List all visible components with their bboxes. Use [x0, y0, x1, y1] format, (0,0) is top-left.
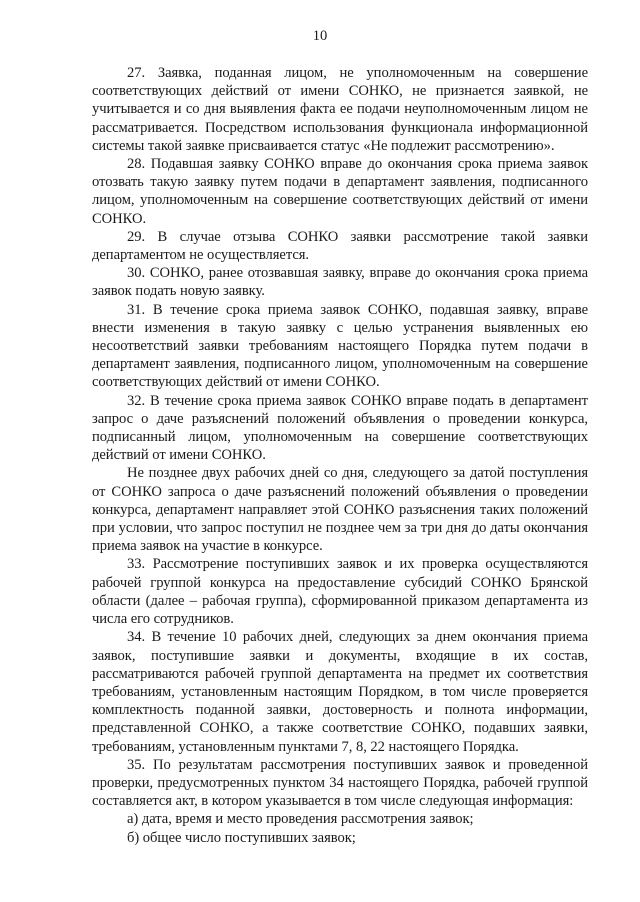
paragraph-34: 34. В течение 10 рабочих дней, следующих за днем окончания приема заявок, поступившие заявки и документы, входящие в их состав, рассматриваются рабочей группой департамента на предмет их соответствия требованиям, установленным настоящим Порядком, в том числе проверяется комплектность поданной заявки, достоверность и полнота информации, представленной СОНКО, а также соответствие СОНКО, подавших заявки, требованиям, установленным пунктами 7, 8, 22 настоящего Порядка.	[92, 629, 588, 755]
paragraph-32: 32. В течение срока приема заявок СОНКО вправе подать в департамент запрос о даче разъяснений положений объявления о проведении конкурса, подписанный лицом, уполномоченным на совершение соответствующих действий от имени СОНКО.	[92, 392, 588, 464]
paragraph-28: 28. Подавшая заявку СОНКО вправе до окончания срока приема заявок отозвать такую заявку путем подачи в департамент заявления, подписанного лицом, уполномоченным на совершение соответствующих действий от имени СОНКО.	[92, 156, 588, 227]
paragraph-35: 35. По результатам рассмотрения поступивших заявок и проведенной проверки, предусмотренных пунктом 34 настоящего Порядка, рабочей группой составляется акт, в котором указывается в том числе следующая информация:	[92, 756, 588, 810]
page-number: 10	[312, 28, 328, 44]
document-body	[92, 64, 588, 847]
paragraph-31: 31. В течение срока приема заявок СОНКО, подавшая заявку, вправе внести изменения в такую заявку с целью устранения выявленных ею несоответствий заявки требованиям настоящего Порядка путем подачи в департамент заявления, подписанного лицом, уполномоченным на совершение соответствующих действий от имени СОНКО.	[92, 301, 588, 391]
paragraph-30: 30. СОНКО, ранее отозвавшая заявку, вправе до окончания срока приема заявок подать новую заявку.	[92, 265, 588, 300]
paragraph-33: 33. Рассмотрение поступивших заявок и их проверка осуществляются рабочей группой конкурса на предоставление субсидий СОНКО Брянской области (далее – рабочая группа), сформированной приказом департамента из числа его сотрудников.	[92, 556, 588, 628]
paragraph-27: 27. Заявка, поданная лицом, не уполномоченным на совершение соответствующих действий от имени СОНКО, не признается заявкой, не учитывается и со дня выявления факта ее подачи неуполномоченным лицом не рассматривается. Посредством использования функционала информационной системы такой заявке присваивается статус «Не подлежит рассмотрению».	[92, 65, 588, 154]
list-item-a: а) дата, время и место проведения рассмотрения заявок;	[127, 811, 474, 828]
paragraph-32-continuation: Не позднее двух рабочих дней со дня, следующего за датой поступления от СОНКО запроса о даче разъяснений положений объявления о проведении конкурса, департамент направляет этой СОНКО разъяснения таких положений при условии, что запрос поступил не позднее чем за три дня до даты окончания приема заявок на участие в конкурсе.	[92, 465, 588, 555]
paragraph-29: 29. В случае отзыва СОНКО заявки рассмотрение такой заявки департаментом не осуществляется.	[92, 228, 588, 264]
list-item-b: б) общее число поступивших заявок;	[127, 829, 356, 846]
